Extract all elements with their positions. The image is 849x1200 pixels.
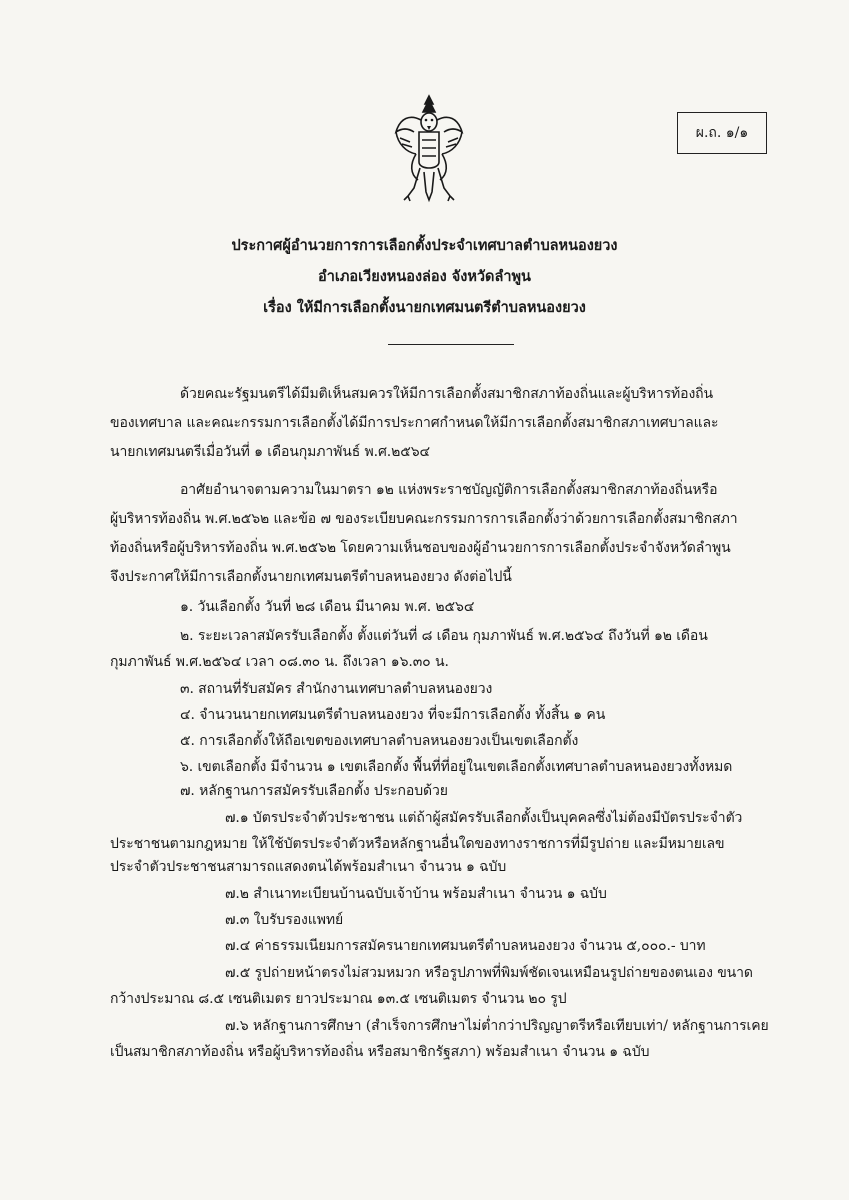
- para2-line-4: จึงประกาศให้มีการเลือกตั้งนายกเทศมนตรีตำบลหนองยวง ดังต่อไปนี้: [110, 569, 512, 585]
- item-2: ๒. ระยะเวลาสมัครรับเลือกตั้ง ตั้งแต่วันที่ ๘ เดือน กุมภาพันธ์ พ.ศ.๒๕๖๔ ถึงวันที่ ๑๒ เดือน: [180, 628, 708, 644]
- para1-line-3: นายกเทศมนตรีเมื่อวันที่ ๑ เดือนกุมภาพันธ์ พ.ศ.๒๕๖๔: [110, 444, 431, 460]
- subitem-7-1: ๗.๑ บัตรประจำตัวประชาชน แต่ถ้าผู้สมัครรับเลือกตั้งเป็นบุคคลซึ่งไม่ต้องมีบัตรประจำตัว: [225, 810, 743, 826]
- item-3: ๓. สถานที่รับสมัคร สำนักงานเทศบาลตำบลหนองยวง: [180, 681, 493, 697]
- item-6: ๖. เขตเลือกตั้ง มีจำนวน ๑ เขตเลือกตั้ง พื้นที่ที่อยู่ในเขตเลือกตั้งเทศบาลตำบลหนองยวงทั้งหมด: [180, 759, 733, 775]
- subitem-7-3: ๗.๓ ใบรับรองแพทย์: [225, 912, 344, 928]
- item-4: ๔. จำนวนนายกเทศมนตรีตำบลหนองยวง ที่จะมีการเลือกตั้ง ทั้งสิ้น ๑ คน: [180, 707, 606, 723]
- subitem-7-4: ๗.๔ ค่าธรรมเนียมการสมัครนายกเทศมนตรีตำบลหนองยวง จำนวน ๕,๐๐๐.- บาท: [225, 938, 706, 954]
- subitem-7-6-line-2: เป็นสมาชิกสภาท้องถิ่น หรือผู้บริหารท้องถิ่น หรือสมาชิกรัฐสภา) พร้อมสำเนา จำนวน ๑ ฉบับ: [110, 1044, 650, 1060]
- item-1: ๑. วันเลือกตั้ง วันที่ ๒๘ เดือน มีนาคม พ.ศ. ๒๕๖๔: [180, 599, 475, 615]
- subitem-7-2: ๗.๒ สำเนาทะเบียนบ้านฉบับเจ้าบ้าน พร้อมสำเนา จำนวน ๑ ฉบับ: [225, 886, 607, 902]
- para1-line-1: ด้วยคณะรัฐมนตรีได้มีมติเห็นสมควรให้มีการเลือกตั้งสมาชิกสภาท้องถิ่นและผู้บริหารท้องถิ่น: [180, 386, 714, 402]
- item-5: ๕. การเลือกตั้งให้ถือเขตของเทศบาลตำบลหนองยวงเป็นเขตเลือกตั้ง: [180, 733, 579, 749]
- form-code-box: [677, 112, 767, 154]
- title-divider: [388, 344, 514, 345]
- garuda-emblem-icon: [392, 92, 466, 204]
- title-line-1: ประกาศผู้อำนวยการการเลือกตั้งประจำเทศบาลตำบลหนองยวง: [231, 237, 618, 254]
- subitem-7-5: ๗.๕ รูปถ่ายหน้าตรงไม่สวมหมวก หรือรูปภาพที่พิมพ์ชัดเจนเหมือนรูปถ่ายของตนเอง ขนาด: [225, 965, 753, 981]
- para2-line-3: ท้องถิ่นหรือผู้บริหารท้องถิ่น พ.ศ.๒๕๖๒ โดยความเห็นชอบของผู้อำนวยการการเลือกตั้งประจำจังหวัดลำพูน: [110, 540, 731, 556]
- item-2-continued: กุมภาพันธ์ พ.ศ.๒๕๖๔ เวลา ๐๘.๓๐ น. ถึงเวลา ๑๖.๓๐ น.: [110, 654, 449, 670]
- para2-line-1: อาศัยอำนาจตามความในมาตรา ๑๒ แห่งพระราชบัญญัติการเลือกตั้งสมาชิกสภาท้องถิ่นหรือ: [180, 482, 718, 498]
- form-code: ผ.ถ. ๑/๑: [695, 125, 749, 141]
- subitem-7-5-line-2: กว้างประมาณ ๘.๕ เซนติเมตร ยาวประมาณ ๑๓.๕ เซนติเมตร จำนวน ๒๐ รูป: [110, 991, 567, 1007]
- subitem-7-1-line-2: ประชาชนตามกฎหมาย ให้ใช้บัตรประจำตัวหรือหลักฐานอื่นใดของทางราชการที่มีรูปถ่าย และมีหมายเลข: [110, 836, 725, 852]
- item-7: ๗. หลักฐานการสมัครรับเลือกตั้ง ประกอบด้วย: [180, 783, 448, 799]
- title-line-3: เรื่อง ให้มีการเลือกตั้งนายกเทศมนตรีตำบลหนองยวง: [263, 299, 586, 316]
- subitem-7-6: ๗.๖ หลักฐานการศึกษา (สำเร็จการศึกษาไม่ต่ำกว่าปริญญาตรีหรือเทียบเท่า/ หลักฐานการเคย: [225, 1018, 769, 1034]
- para1-line-2: ของเทศบาล และคณะกรรมการเลือกตั้งได้มีการประกาศกำหนดให้มีการเลือกตั้งสมาชิกสภาเทศบาลและ: [110, 415, 719, 431]
- subitem-7-1-line-3: ประจำตัวประชาชนสามารถแสดงตนได้พร้อมสำเนา จำนวน ๑ ฉบับ: [110, 859, 507, 875]
- title-line-2: อำเภอเวียงหนองล่อง จังหวัดลำพูน: [318, 268, 531, 285]
- para2-line-2: ผู้บริหารท้องถิ่น พ.ศ.๒๕๖๒ และข้อ ๗ ของระเบียบคณะกรรมการการเลือกตั้งว่าด้วยการเลือกตั้งสมาชิกสภา: [110, 511, 738, 527]
